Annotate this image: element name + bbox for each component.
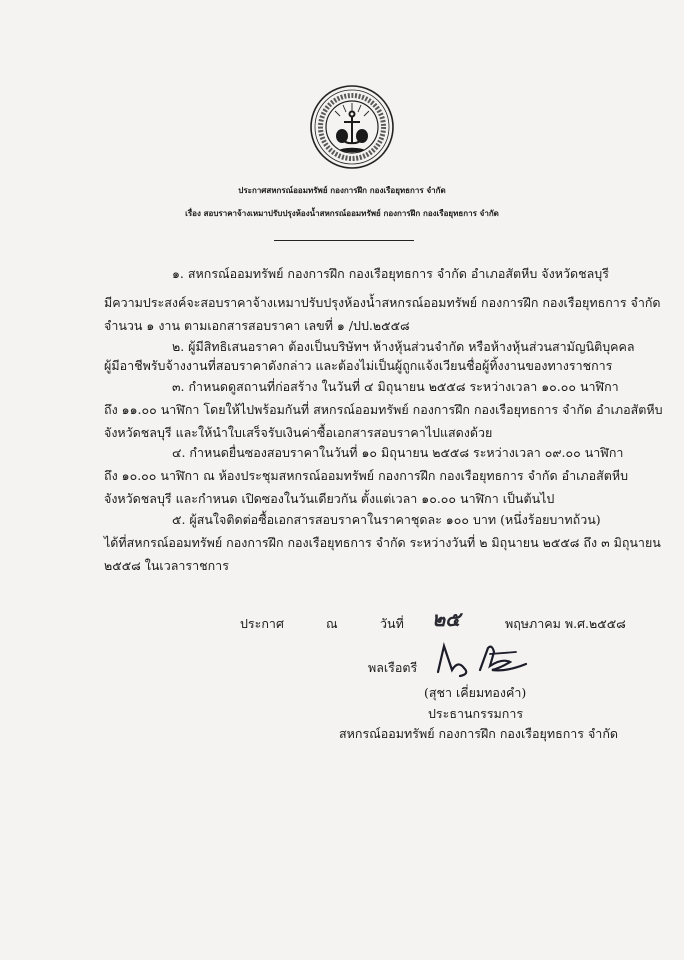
handwritten-signature-icon: [430, 640, 540, 680]
paragraph-2-line-2: ผู้มีอาชีพรับจ้างงานที่สอบราคาดังกล่าว และต้องไม่เป็นผู้ถูกแจ้งเวียนชื่อผู้ทิ้งงานของทางราชการ: [104, 358, 613, 373]
paragraph-2-line-1: ๒. ผู้มีสิทธิเสนอราคา ต้องเป็นบริษัทฯ ห้างหุ้นส่วนจำกัด หรือห้างหุ้นส่วนสามัญนิติบุคคล: [172, 339, 635, 354]
paragraph-1-line-1: ๑. สหกรณ์ออมทรัพย์ กองการฝึก กองเรือยุทธการ จำกัด อำเภอสัตหีบ จังหวัดชลบุรี: [172, 266, 609, 281]
announce-label: ประกาศ: [240, 616, 284, 631]
paragraph-5-line-1: ๕. ผู้สนใจติดต่อซื้อเอกสารสอบราคาในราคาชุดละ ๑๐๐ บาท (หนึ่งร้อยบาทถ้วน): [172, 512, 601, 527]
title-divider: [274, 240, 414, 241]
month-year: พฤษภาคม พ.ศ.๒๕๕๘: [505, 616, 626, 631]
paragraph-1-line-3: จำนวน ๑ งาน ตามเอกสารสอบราคา เลขที่ ๑ /ปป.๒๕๕๘: [104, 318, 410, 333]
paragraph-3-line-1: ๓. กำหนดดูสถานที่ก่อสร้าง ในวันที่ ๔ มิถุนายน ๒๕๕๘ ระหว่างเวลา ๑๐.๐๐ นาฬิกา: [172, 379, 619, 394]
paragraph-4-line-3: จังหวัดชลบุรี และกำหนด เปิดซองในวันเดียวกัน ตั้งแต่เวลา ๑๐.๐๐ นาฬิกา เป็นต้นไป: [104, 491, 555, 506]
cooperative-seal-icon: [309, 84, 395, 170]
paragraph-4-line-2: ถึง ๑๐.๐๐ นาฬิกา ณ ห้องประชุมสหกรณ์ออมทรัพย์ กองการฝึก กองเรือยุทธการ จำกัด อำเภอสัตหีบ: [104, 468, 629, 483]
signer-organization: สหกรณ์ออมทรัพย์ กองการฝึก กองเรือยุทธการ จำกัด: [339, 726, 619, 741]
signer-position: ประธานกรรมการ: [428, 706, 524, 721]
paragraph-1-line-2: มีความประสงค์จะสอบราคาจ้างเหมาปรับปรุงห้องน้ำสหกรณ์ออมทรัพย์ กองการฝึก กองเรือยุทธการ จำกัด: [104, 295, 661, 310]
date-label: วันที่: [380, 616, 404, 631]
paragraph-5-line-3: ๒๕๕๘ ในเวลาราชการ: [104, 558, 229, 573]
signer-name: (สุชา เคี่ยมทองคำ): [424, 685, 527, 700]
paragraph-3-line-3: จังหวัดชลบุรี และให้นำใบเสร็จรับเงินค่าซื้อเอกสารสอบราคาไปแสดงด้วย: [104, 425, 493, 440]
paragraph-4-line-1: ๔. กำหนดยื่นซองสอบราคาในวันที่ ๑๐ มิถุนายน ๒๕๕๘ ระหว่างเวลา ๐๙.๐๐ นาฬิกา: [172, 445, 624, 460]
handwritten-day: ๒๕: [432, 607, 461, 631]
paragraph-5-line-2: ได้ที่สหกรณ์ออมทรัพย์ กองการฝึก กองเรือยุทธการ จำกัด ระหว่างวันที่ ๒ มิถุนายน ๒๕๕๘ ถึง ๓ มิถุนายน: [104, 535, 661, 550]
announcement-subject: เรื่อง สอบราคาจ้างเหมาปรับปรุงห้องน้ำสหกรณ์ออมทรัพย์ กองการฝึก กองเรือยุทธการ จำกัด: [185, 208, 499, 218]
paragraph-3-line-2: ถึง ๑๑.๐๐ นาฬิกา โดยให้ไปพร้อมกันที่ สหกรณ์ออมทรัพย์ กองการฝึก กองเรือยุทธการ จำกัด อำเภอสัตหีบ: [104, 402, 663, 417]
signer-rank: พลเรือตรี: [368, 660, 418, 675]
announcement-title: ประกาศสหกรณ์ออมทรัพย์ กองการฝึก กองเรือยุทธการ จำกัด: [238, 185, 446, 195]
at-label: ณ: [326, 616, 338, 631]
